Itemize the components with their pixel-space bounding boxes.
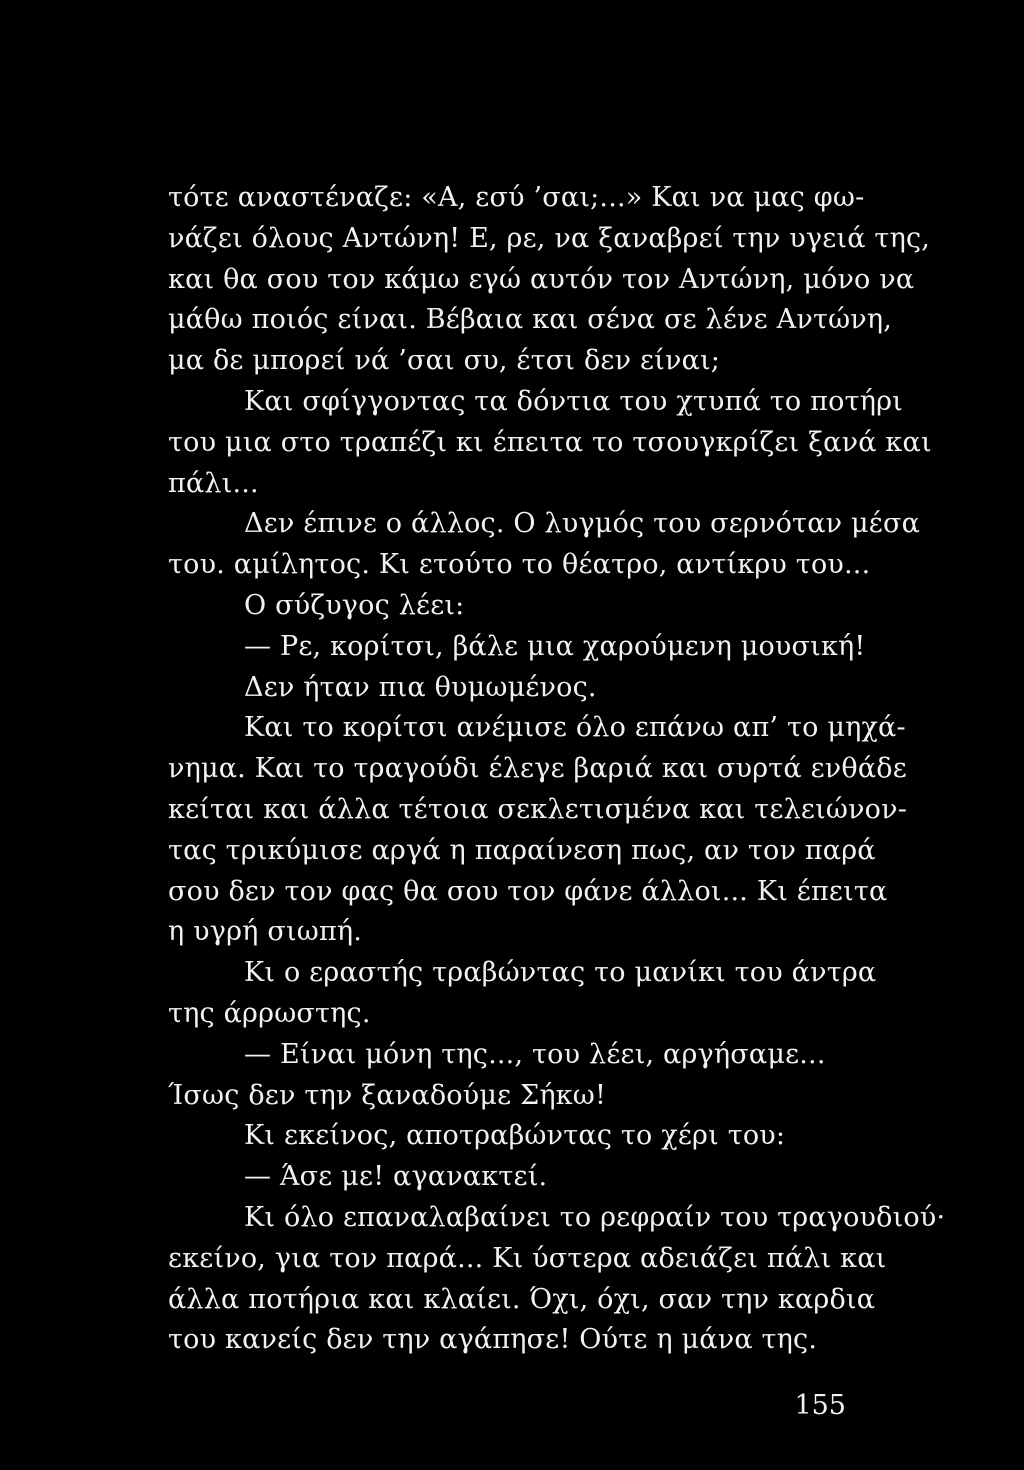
text-line: τας τρικύμισε αργά η παραίνεση πως, αν τον παρά [168,834,876,866]
page-body-text [168,178,946,1361]
text-line: — Άσε με! αγανακτεί. [244,1161,548,1193]
text-line: πάλι... [168,467,259,499]
text-line: Ο σύζυγος λέει: [244,589,465,621]
text-line: Κι ο εραστής τραβώντας το μανίκι του άντρα [244,957,877,989]
text-line: νημα. Και το τραγούδι έλεγε βαριά και συρτά ενθάδε [168,753,907,785]
text-line: του μια στο τραπέζι κι έπειτα το τσουγκρίζει ξανά και [168,426,932,458]
page-number: 155 [794,1390,846,1421]
text-line: Ίσως δεν την ξαναδούμε Σήκω! [168,1079,607,1111]
text-line: Και σφίγγοντας τα δόντια του χτυπά το ποτήρι [244,385,903,417]
text-line: σου δεν τον φας θα σου τον φάνε άλλοι... Κι έπειτα [168,875,888,907]
text-line: μάθω ποιός είναι. Βέβαια και σένα σε λένε Αντώνη, [168,304,893,336]
text-line: νάζει όλους Αντώνη! Ε, ρε, να ξαναβρεί την υγειά της, [168,222,931,254]
text-line: εκείνο, για τον παρά... Κι ύστερα αδειάζει πάλι και [168,1242,887,1274]
text-line: Κι εκείνος, αποτραβώντας το χέρι του: [244,1120,786,1152]
text-line: της άρρωστης. [168,997,371,1029]
text-line: του. αμίλητος. Κι ετούτο το θέατρο, αντίκρυ του... [168,549,871,581]
text-line: Και το κορίτσι ανέμισε όλο επάνω απ’ το μηχά- [244,712,906,744]
text-line: Δεν ήταν πια θυμωμένος. [244,671,597,703]
text-line: του κανείς δεν την αγάπησε! Ούτε η μάνα της. [168,1324,818,1356]
text-line: μα δε μπορεί νά ’σαι συ, έτσι δεν είναι; [168,345,721,377]
text-line: η υγρή σιωπή. [168,916,363,948]
text-line: τότε αναστέναζε: «Α, εσύ ’σαι;...» Και να μας φω- [168,182,865,213]
text-line: Δεν έπινε ο άλλος. Ο λυγμός του σερνόταν μέσα [244,508,921,540]
text-line: κείται και άλλα τέτοια σεκλετισμένα και τελειώνον- [168,793,908,825]
text-line: Κι όλο επαναλαβαίνει το ρεφραίν του τραγουδιού· [244,1201,946,1233]
text-line: — Είναι μόνη της..., του λέει, αργήσαμε... [244,1038,826,1070]
text-line: και θα σου τον κάμω εγώ αυτόν τον Αντώνη, μόνο να [168,263,915,295]
text-line: άλλα ποτήρια και κλαίει. Όχι, όχι, σαν την καρδια [168,1283,876,1315]
text-line: — Ρε, κορίτσι, βάλε μια χαρούμενη μουσική! [244,630,866,662]
